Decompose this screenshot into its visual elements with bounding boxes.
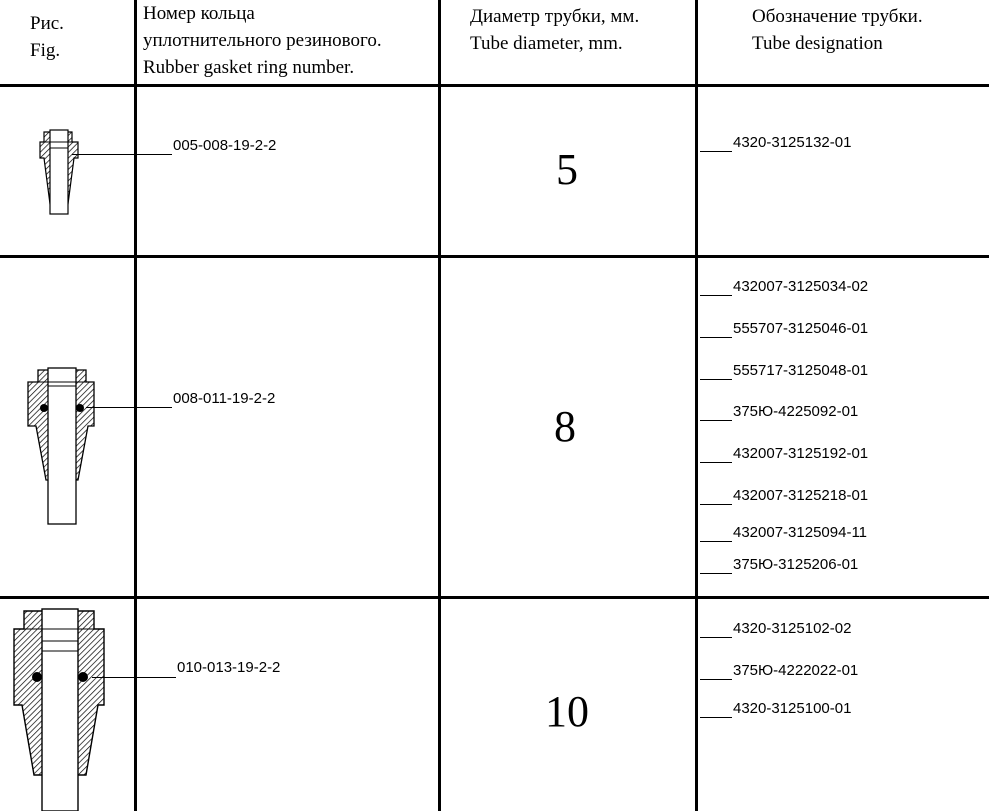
tube-designation: 4320-3125100-01	[733, 700, 852, 717]
tube-diameter: 10	[545, 687, 589, 736]
leader-line	[700, 462, 732, 463]
tube-diameter: 8	[554, 402, 576, 451]
leader-line	[72, 154, 172, 155]
leader-line	[700, 504, 732, 505]
tube-diameter: 5	[556, 145, 578, 194]
tube-designation: 432007-3125034-02	[733, 278, 869, 295]
leader-line	[700, 420, 732, 421]
leader-line	[700, 717, 732, 718]
small-tube-fitting-drawing	[30, 128, 92, 214]
medium-tube-fitting-drawing	[22, 364, 102, 524]
column-divider	[695, 0, 698, 811]
header-tube-designation: Обозначение трубки. Tube designation	[752, 6, 923, 54]
row-divider	[0, 255, 989, 258]
tube-designation: 4320-3125132-01	[733, 134, 852, 151]
leader-line	[700, 337, 732, 338]
column-divider	[438, 0, 441, 811]
tube-designation: 375Ю-4222022-01	[733, 662, 859, 679]
tube-designation: 555707-3125046-01	[733, 320, 869, 337]
ring-number: 010-013-19-2-2	[177, 659, 281, 676]
tube-designation: 375Ю-4225092-01	[733, 403, 859, 420]
ring-number: 008-011-19-2-2	[173, 390, 276, 407]
header-tube-diameter: Диаметр трубки, мм. Tube diameter, mm.	[470, 6, 640, 54]
leader-line	[86, 407, 172, 408]
leader-line	[700, 541, 732, 542]
leader-line	[700, 379, 732, 380]
leader-line	[700, 295, 732, 296]
column-divider	[134, 0, 137, 811]
leader-line	[700, 679, 732, 680]
large-tube-fitting-drawing	[10, 605, 110, 811]
leader-line	[92, 677, 176, 678]
row-divider	[0, 84, 989, 87]
tube-designation: 555717-3125048-01	[733, 362, 869, 379]
tube-designation: 375Ю-3125206-01	[733, 556, 859, 573]
tube-designation: 4320-3125102-02	[733, 620, 852, 637]
ring-number: 005-008-19-2-2	[173, 137, 277, 154]
header-fig: Рис. Fig.	[30, 13, 64, 61]
tube-designation: 432007-3125094-11	[733, 524, 868, 541]
tube-designation: 432007-3125218-01	[733, 487, 869, 504]
header-ring-number: Номер кольца уплотнительного резинового. Rubber gasket ring number.	[143, 3, 382, 78]
leader-line	[700, 151, 732, 152]
tube-designation: 432007-3125192-01	[733, 445, 869, 462]
leader-line	[700, 637, 732, 638]
leader-line	[700, 573, 732, 574]
row-divider	[0, 596, 989, 599]
